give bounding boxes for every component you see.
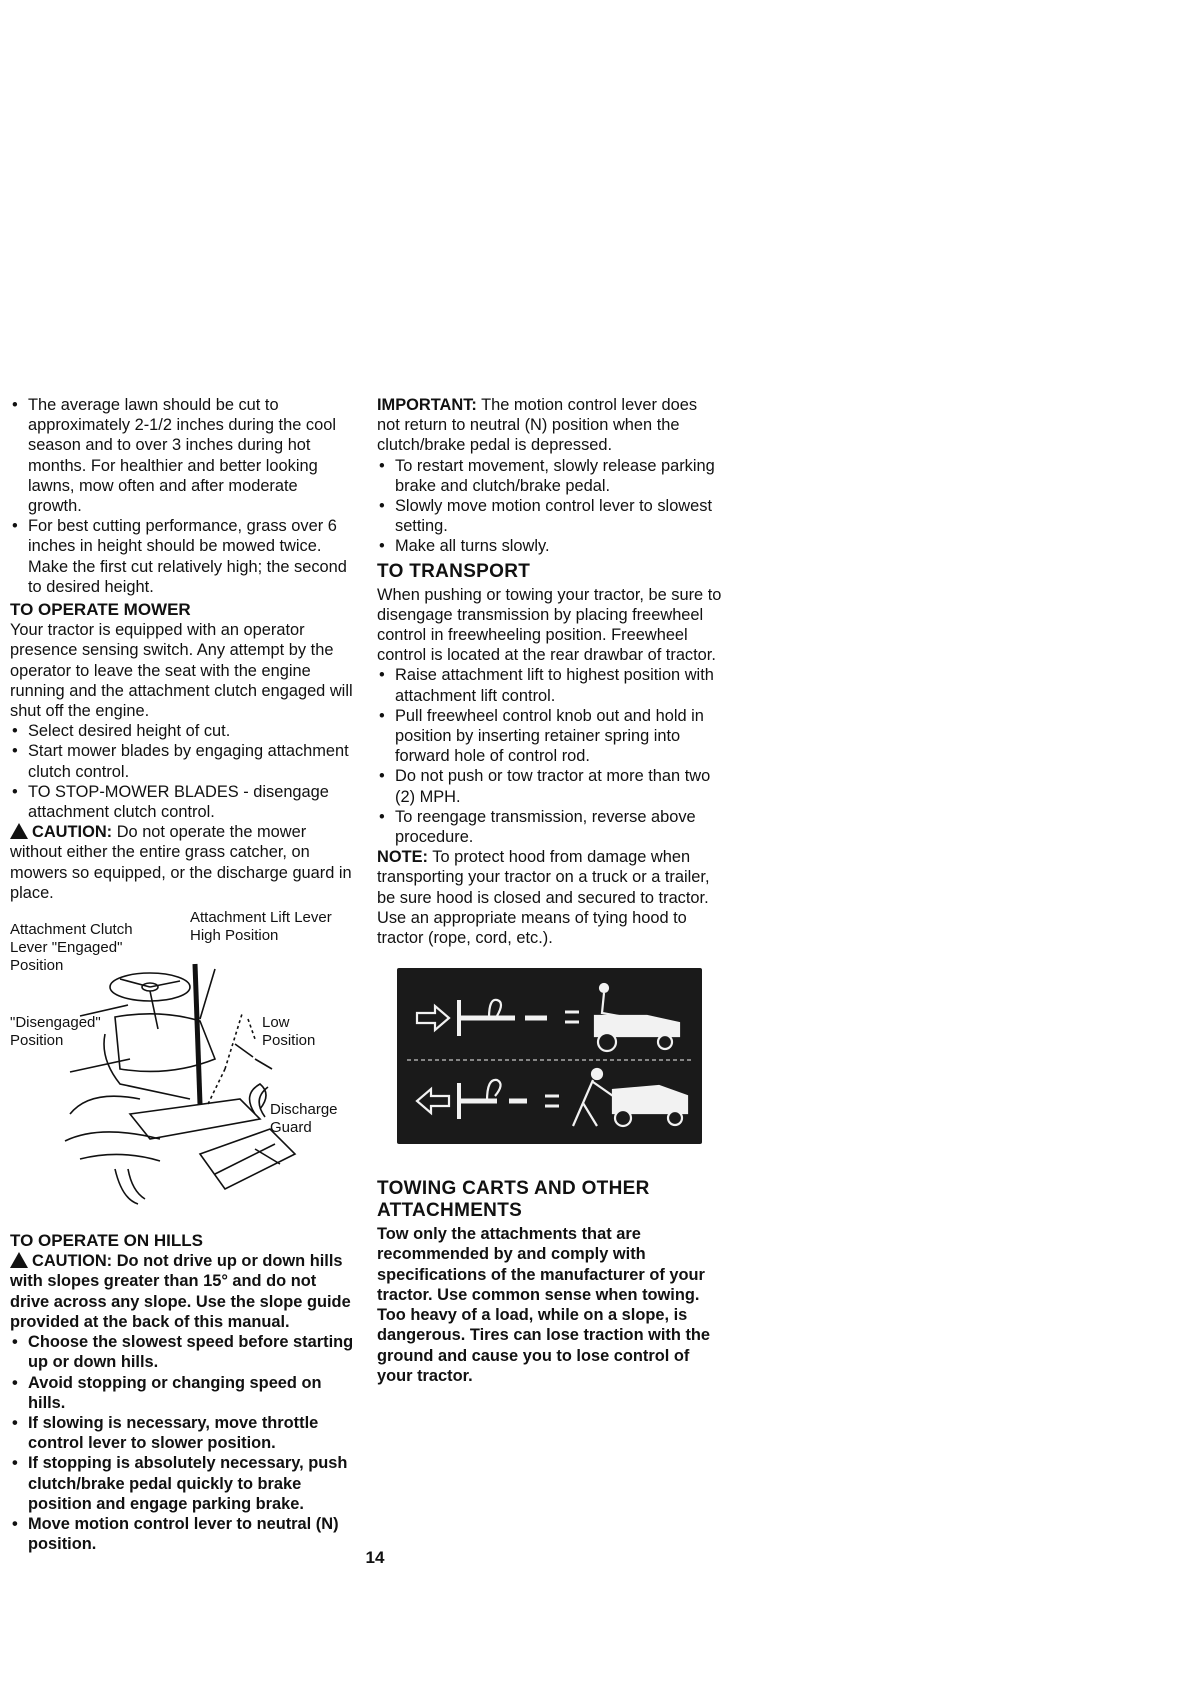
caution-text: Do not operate the mower without either the entire grass catcher, on mowers so equipped, or the discharge guard in place. <box>10 823 352 902</box>
hills-section <box>10 1251 355 1554</box>
list-item: • Choose the slowest speed before starting up or down hills. <box>10 1332 355 1372</box>
important-note <box>377 395 722 456</box>
freewheel-pictogram <box>397 968 702 1144</box>
page-number: 14 <box>365 1548 385 1567</box>
hills-caution <box>10 1251 355 1332</box>
operate-mower-heading: TO OPERATE MOWER <box>10 600 191 620</box>
left-column <box>10 395 355 1554</box>
attachment-lift-label: Attachment Lift Lever High Position <box>190 909 332 945</box>
hills-bullets <box>10 1332 355 1554</box>
hills-heading: TO OPERATE ON HILLS <box>10 1231 203 1251</box>
note-label: NOTE: <box>377 848 428 867</box>
list-item: • If slowing is necessary, move throttle control lever to slower position. <box>10 1413 355 1453</box>
towing-heading: TOWING CARTS AND OTHER ATTACHMENTS <box>377 1178 650 1222</box>
note-text: To protect hood from damage when transporting your tractor on a truck or a trailer, be sure hood is closed and secured to tractor. Use an appropriate means of tying hood to tractor (rope, cord, etc.). <box>377 848 710 948</box>
list-item: • Move motion control lever to neutral (N) position. <box>10 1514 355 1554</box>
mower-caution <box>10 822 355 903</box>
important-text: The motion control lever does not return to neutral (N) position when the clutch/brake pedal is depressed. <box>377 396 698 455</box>
list-item: • Start mower blades by engaging attachment clutch control. <box>10 741 355 781</box>
warning-triangle-icon <box>10 823 28 839</box>
caution-label: CAUTION: <box>32 823 113 842</box>
freewheel-push-tow-icon <box>397 968 702 1144</box>
towing-body: Tow only the attachments that are recommended by and comply with specifications of the manufacturer of your tractor. Use common sense when towing. Too heavy of a load, while on a slope, is dangerous. Tires can lose traction with the ground and cause you to lose control of your tractor. <box>377 1225 711 1385</box>
list-item: • Pull freewheel control knob out and hold in position by inserting retainer spring into forward hole of control rod. <box>377 706 722 767</box>
caution-text: Do not drive up or down hills with slopes greater than 15° and do not drive across any slope. Use the slope guide provided at the back of this manual. <box>10 1252 351 1331</box>
list-item: • To reengage transmission, reverse above procedure. <box>377 807 722 847</box>
important-label: IMPORTANT: <box>377 396 477 414</box>
list-item: • TO STOP-MOWER BLADES - disengage attachment clutch control. <box>10 782 355 822</box>
list-item: • Slowly move motion control lever to slowest setting. <box>377 496 722 536</box>
list-item: • Select desired height of cut. <box>10 721 355 741</box>
transport-note <box>377 847 722 948</box>
list-item: • Avoid stopping or changing speed on hills. <box>10 1373 355 1413</box>
list-item: • Do not push or tow tractor at more than two (2) MPH. <box>377 766 722 806</box>
list-item: • To restart movement, slowly release parking brake and clutch/brake pedal. <box>377 456 722 496</box>
transport-bullets <box>377 665 722 847</box>
transport-heading: TO TRANSPORT <box>377 560 531 582</box>
transport-body: When pushing or towing your tractor, be sure to disengage transmission by placing freewheel control in freewheeling position. Freewheel control is located at the rear drawbar of tractor. <box>377 585 722 665</box>
clutch-engaged-label: Attachment Clutch Lever "Engaged" Position <box>10 921 133 975</box>
list-item: • If stopping is absolutely necessary, push clutch/brake pedal quickly to brake position and engage parking brake. <box>10 1453 355 1514</box>
mower-controls-diagram <box>10 909 355 1209</box>
low-position-label: Low Position <box>262 1014 316 1050</box>
intro-bullet-list <box>10 395 355 597</box>
discharge-guard-label: Discharge Guard <box>270 1101 338 1137</box>
list-item: • Raise attachment lift to highest position with attachment lift control. <box>377 665 722 705</box>
list-item: • The average lawn should be cut to approximately 2-1/2 inches during the cool season and to over 3 inches during hot months. For healthier and better looking lawns, mow often and after moderate growth. <box>10 395 355 516</box>
operate-mower-bullets <box>10 721 355 822</box>
operate-mower-body: Your tractor is equipped with an operator presence sensing switch. Any attempt by the operator to leave the seat with the engine running and the attachment clutch engaged will shut off the engine. <box>10 621 353 721</box>
caution-label: CAUTION: <box>32 1252 113 1271</box>
list-item: • Make all turns slowly. <box>377 536 722 556</box>
list-item: • For best cutting performance, grass over 6 inches in height should be mowed twice. Make the first cut relatively high; the second to desired height. <box>10 516 355 597</box>
right-column <box>377 395 722 1386</box>
disengaged-label: "Disengaged" Position <box>10 1014 101 1050</box>
important-bullets <box>377 456 722 557</box>
warning-triangle-icon <box>10 1252 28 1268</box>
